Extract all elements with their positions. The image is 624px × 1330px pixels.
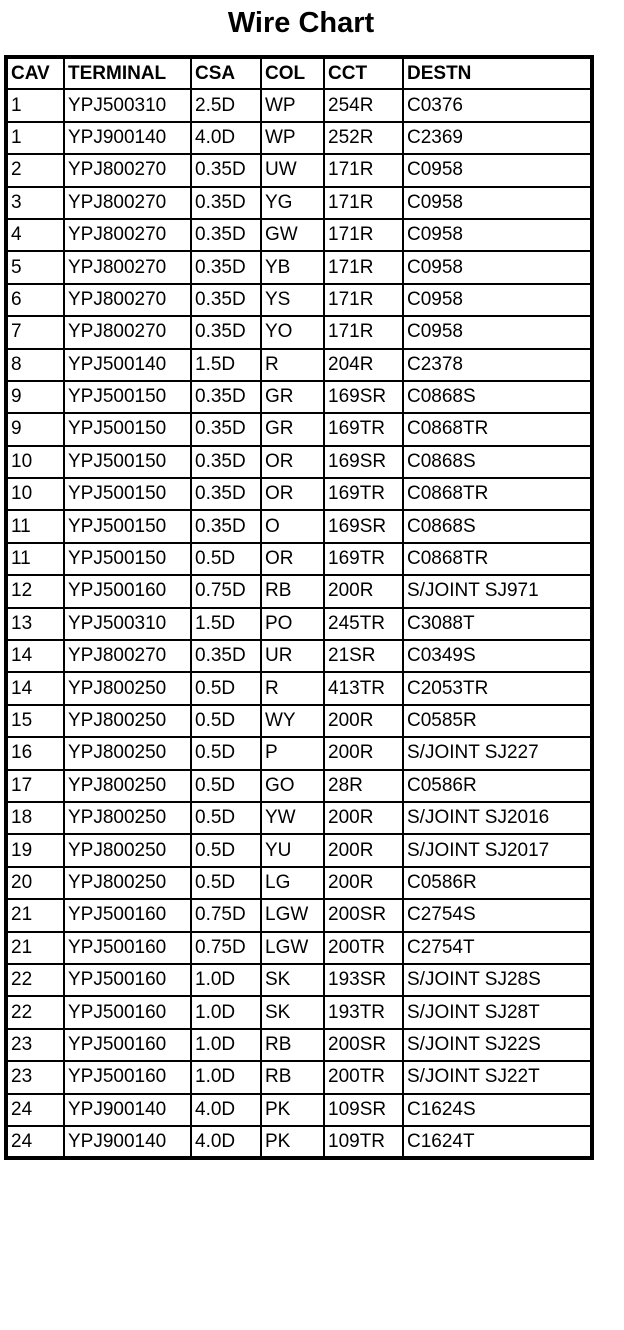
table-row xyxy=(6,899,592,931)
cell-col: OR xyxy=(261,446,324,478)
cell-cav: 11 xyxy=(6,543,64,575)
cell-destn: C0585R xyxy=(403,705,592,737)
table-row xyxy=(6,122,592,154)
table-row xyxy=(6,381,592,413)
cell-destn: C2369 xyxy=(403,122,592,154)
cell-cav: 12 xyxy=(6,575,64,607)
table-row xyxy=(6,608,592,640)
cell-destn: C0868S xyxy=(403,446,592,478)
cell-terminal: YPJ500160 xyxy=(64,932,191,964)
column-header-terminal: TERMINAL xyxy=(64,57,191,89)
cell-cct: 169TR xyxy=(324,543,403,575)
cell-cav: 3 xyxy=(6,187,64,219)
cell-cct: 413TR xyxy=(324,672,403,704)
cell-csa: 1.0D xyxy=(191,964,261,996)
cell-terminal: YPJ900140 xyxy=(64,1126,191,1158)
table-row xyxy=(6,543,592,575)
cell-terminal: YPJ500160 xyxy=(64,1029,191,1061)
cell-csa: 1.0D xyxy=(191,996,261,1028)
table-row xyxy=(6,316,592,348)
cell-terminal: YPJ500150 xyxy=(64,446,191,478)
cell-terminal: YPJ500140 xyxy=(64,349,191,381)
cell-cav: 15 xyxy=(6,705,64,737)
cell-cav: 4 xyxy=(6,219,64,251)
table-row xyxy=(6,705,592,737)
cell-cct: 200R xyxy=(324,867,403,899)
table-body xyxy=(6,89,592,1158)
cell-col: O xyxy=(261,510,324,542)
cell-cav: 1 xyxy=(6,122,64,154)
cell-destn: C3088T xyxy=(403,608,592,640)
cell-terminal: YPJ800270 xyxy=(64,640,191,672)
cell-destn: C2754T xyxy=(403,932,592,964)
cell-destn: C0958 xyxy=(403,187,592,219)
cell-col: OR xyxy=(261,478,324,510)
cell-destn: S/JOINT SJ28S xyxy=(403,964,592,996)
cell-cct: 28R xyxy=(324,770,403,802)
cell-terminal: YPJ500150 xyxy=(64,478,191,510)
cell-terminal: YPJ800250 xyxy=(64,737,191,769)
cell-cav: 22 xyxy=(6,996,64,1028)
table-row xyxy=(6,834,592,866)
cell-col: LG xyxy=(261,867,324,899)
cell-destn: C0958 xyxy=(403,316,592,348)
table-row xyxy=(6,1094,592,1126)
table-row xyxy=(6,510,592,542)
cell-col: WY xyxy=(261,705,324,737)
cell-terminal: YPJ900140 xyxy=(64,1094,191,1126)
cell-destn: C0868S xyxy=(403,510,592,542)
table-row xyxy=(6,770,592,802)
cell-cct: 169SR xyxy=(324,510,403,542)
cell-cct: 171R xyxy=(324,251,403,283)
cell-terminal: YPJ800250 xyxy=(64,672,191,704)
cell-col: WP xyxy=(261,89,324,121)
table-row xyxy=(6,802,592,834)
table-row xyxy=(6,251,592,283)
cell-cct: 200R xyxy=(324,834,403,866)
cell-col: RB xyxy=(261,1029,324,1061)
cell-col: YO xyxy=(261,316,324,348)
cell-terminal: YPJ500150 xyxy=(64,543,191,575)
cell-cav: 6 xyxy=(6,284,64,316)
cell-terminal: YPJ800270 xyxy=(64,154,191,186)
table-row xyxy=(6,932,592,964)
cell-col: GR xyxy=(261,381,324,413)
cell-destn: C0586R xyxy=(403,867,592,899)
cell-csa: 0.5D xyxy=(191,705,261,737)
cell-terminal: YPJ500160 xyxy=(64,575,191,607)
table-row xyxy=(6,1061,592,1093)
cell-col: YG xyxy=(261,187,324,219)
column-header-col: COL xyxy=(261,57,324,89)
table-row xyxy=(6,446,592,478)
cell-col: OR xyxy=(261,543,324,575)
cell-cav: 24 xyxy=(6,1126,64,1158)
cell-cct: 200R xyxy=(324,737,403,769)
cell-cct: 171R xyxy=(324,187,403,219)
cell-csa: 1.0D xyxy=(191,1029,261,1061)
cell-cct: 169SR xyxy=(324,446,403,478)
cell-csa: 0.5D xyxy=(191,867,261,899)
cell-destn: C0868S xyxy=(403,381,592,413)
wire-chart-table xyxy=(4,55,594,1160)
cell-cav: 24 xyxy=(6,1094,64,1126)
cell-cav: 9 xyxy=(6,413,64,445)
cell-cct: 200R xyxy=(324,575,403,607)
cell-col: YB xyxy=(261,251,324,283)
cell-csa: 1.0D xyxy=(191,1061,261,1093)
cell-destn: C0958 xyxy=(403,284,592,316)
cell-cav: 1 xyxy=(6,89,64,121)
cell-cav: 11 xyxy=(6,510,64,542)
cell-cav: 18 xyxy=(6,802,64,834)
cell-col: R xyxy=(261,349,324,381)
cell-cav: 9 xyxy=(6,381,64,413)
cell-cct: 171R xyxy=(324,316,403,348)
cell-cct: 109TR xyxy=(324,1126,403,1158)
cell-cav: 17 xyxy=(6,770,64,802)
cell-cav: 23 xyxy=(6,1061,64,1093)
table-row xyxy=(6,187,592,219)
cell-csa: 4.0D xyxy=(191,1094,261,1126)
cell-terminal: YPJ500150 xyxy=(64,381,191,413)
table-row xyxy=(6,89,592,121)
cell-col: GW xyxy=(261,219,324,251)
table-row xyxy=(6,575,592,607)
cell-csa: 1.5D xyxy=(191,608,261,640)
cell-csa: 0.5D xyxy=(191,672,261,704)
cell-destn: C0349S xyxy=(403,640,592,672)
cell-cav: 23 xyxy=(6,1029,64,1061)
cell-csa: 0.75D xyxy=(191,899,261,931)
cell-destn: C0868TR xyxy=(403,413,592,445)
cell-col: UR xyxy=(261,640,324,672)
cell-cct: 171R xyxy=(324,154,403,186)
cell-col: LGW xyxy=(261,899,324,931)
cell-csa: 0.35D xyxy=(191,187,261,219)
cell-cav: 2 xyxy=(6,154,64,186)
cell-col: RB xyxy=(261,575,324,607)
cell-terminal: YPJ800250 xyxy=(64,802,191,834)
cell-destn: S/JOINT SJ2017 xyxy=(403,834,592,866)
cell-col: PK xyxy=(261,1126,324,1158)
table-row xyxy=(6,672,592,704)
table-row xyxy=(6,349,592,381)
cell-terminal: YPJ800250 xyxy=(64,770,191,802)
cell-cct: 200TR xyxy=(324,1061,403,1093)
cell-terminal: YPJ800250 xyxy=(64,867,191,899)
column-header-cav: CAV xyxy=(6,57,64,89)
cell-csa: 0.35D xyxy=(191,413,261,445)
cell-cct: 200R xyxy=(324,705,403,737)
table-row xyxy=(6,413,592,445)
cell-destn: C0958 xyxy=(403,251,592,283)
table-row xyxy=(6,1029,592,1061)
table-row xyxy=(6,640,592,672)
cell-terminal: YPJ500310 xyxy=(64,608,191,640)
cell-destn: S/JOINT SJ22T xyxy=(403,1061,592,1093)
cell-terminal: YPJ500160 xyxy=(64,1061,191,1093)
cell-csa: 0.5D xyxy=(191,834,261,866)
cell-terminal: YPJ800270 xyxy=(64,219,191,251)
cell-terminal: YPJ500150 xyxy=(64,510,191,542)
cell-destn: C1624S xyxy=(403,1094,592,1126)
cell-terminal: YPJ900140 xyxy=(64,122,191,154)
cell-cav: 5 xyxy=(6,251,64,283)
cell-destn: C1624T xyxy=(403,1126,592,1158)
cell-col: UW xyxy=(261,154,324,186)
cell-cav: 8 xyxy=(6,349,64,381)
cell-csa: 0.35D xyxy=(191,219,261,251)
cell-terminal: YPJ500160 xyxy=(64,996,191,1028)
cell-cav: 22 xyxy=(6,964,64,996)
column-header-destn: DESTN xyxy=(403,57,592,89)
table-row xyxy=(6,478,592,510)
cell-destn: S/JOINT SJ227 xyxy=(403,737,592,769)
cell-destn: C0958 xyxy=(403,154,592,186)
cell-cct: 169TR xyxy=(324,413,403,445)
cell-destn: C2378 xyxy=(403,349,592,381)
cell-terminal: YPJ800250 xyxy=(64,705,191,737)
cell-cav: 13 xyxy=(6,608,64,640)
cell-cav: 21 xyxy=(6,899,64,931)
cell-cct: 200SR xyxy=(324,1029,403,1061)
cell-col: WP xyxy=(261,122,324,154)
cell-cav: 20 xyxy=(6,867,64,899)
column-header-csa: CSA xyxy=(191,57,261,89)
cell-col: YU xyxy=(261,834,324,866)
cell-cct: 169SR xyxy=(324,381,403,413)
cell-destn: C0958 xyxy=(403,219,592,251)
column-header-cct: CCT xyxy=(324,57,403,89)
table-row xyxy=(6,964,592,996)
cell-cct: 193SR xyxy=(324,964,403,996)
cell-col: PK xyxy=(261,1094,324,1126)
cell-csa: 0.5D xyxy=(191,737,261,769)
cell-csa: 0.35D xyxy=(191,154,261,186)
cell-destn: S/JOINT SJ28T xyxy=(403,996,592,1028)
cell-cct: 193TR xyxy=(324,996,403,1028)
table-row xyxy=(6,1126,592,1158)
cell-col: SK xyxy=(261,964,324,996)
cell-destn: C0376 xyxy=(403,89,592,121)
cell-cct: 200R xyxy=(324,802,403,834)
cell-col: PO xyxy=(261,608,324,640)
cell-col: R xyxy=(261,672,324,704)
cell-cav: 14 xyxy=(6,672,64,704)
cell-cct: 171R xyxy=(324,284,403,316)
table-row xyxy=(6,154,592,186)
cell-destn: C0868TR xyxy=(403,478,592,510)
cell-col: GO xyxy=(261,770,324,802)
cell-cct: 200TR xyxy=(324,932,403,964)
cell-destn: C0868TR xyxy=(403,543,592,575)
cell-csa: 4.0D xyxy=(191,1126,261,1158)
table-row xyxy=(6,284,592,316)
cell-cav: 7 xyxy=(6,316,64,348)
cell-csa: 0.75D xyxy=(191,932,261,964)
cell-col: SK xyxy=(261,996,324,1028)
cell-cav: 10 xyxy=(6,446,64,478)
table-row xyxy=(6,219,592,251)
cell-destn: S/JOINT SJ2016 xyxy=(403,802,592,834)
cell-csa: 0.35D xyxy=(191,316,261,348)
table-header-row xyxy=(6,57,592,89)
cell-csa: 1.5D xyxy=(191,349,261,381)
cell-csa: 0.35D xyxy=(191,478,261,510)
cell-terminal: YPJ500160 xyxy=(64,964,191,996)
cell-cav: 16 xyxy=(6,737,64,769)
cell-csa: 0.75D xyxy=(191,575,261,607)
table-row xyxy=(6,737,592,769)
cell-destn: C2754S xyxy=(403,899,592,931)
cell-csa: 0.35D xyxy=(191,381,261,413)
cell-terminal: YPJ800270 xyxy=(64,284,191,316)
cell-cav: 10 xyxy=(6,478,64,510)
cell-cct: 109SR xyxy=(324,1094,403,1126)
cell-csa: 0.35D xyxy=(191,446,261,478)
table-row xyxy=(6,867,592,899)
cell-destn: S/JOINT SJ22S xyxy=(403,1029,592,1061)
cell-csa: 0.5D xyxy=(191,770,261,802)
cell-cav: 14 xyxy=(6,640,64,672)
cell-cct: 171R xyxy=(324,219,403,251)
cell-csa: 4.0D xyxy=(191,122,261,154)
cell-terminal: YPJ800270 xyxy=(64,187,191,219)
cell-cct: 21SR xyxy=(324,640,403,672)
cell-terminal: YPJ800270 xyxy=(64,316,191,348)
cell-cct: 245TR xyxy=(324,608,403,640)
cell-csa: 0.35D xyxy=(191,284,261,316)
cell-terminal: YPJ800250 xyxy=(64,834,191,866)
cell-destn: C0586R xyxy=(403,770,592,802)
cell-csa: 2.5D xyxy=(191,89,261,121)
cell-csa: 0.35D xyxy=(191,640,261,672)
cell-csa: 0.5D xyxy=(191,543,261,575)
cell-col: LGW xyxy=(261,932,324,964)
cell-csa: 0.5D xyxy=(191,802,261,834)
cell-destn: C2053TR xyxy=(403,672,592,704)
table-row xyxy=(6,996,592,1028)
cell-cct: 252R xyxy=(324,122,403,154)
cell-terminal: YPJ500310 xyxy=(64,89,191,121)
page-title: Wire Chart xyxy=(227,7,375,39)
cell-cct: 204R xyxy=(324,349,403,381)
cell-col: RB xyxy=(261,1061,324,1093)
cell-col: GR xyxy=(261,413,324,445)
cell-cct: 200SR xyxy=(324,899,403,931)
cell-destn: S/JOINT SJ971 xyxy=(403,575,592,607)
cell-col: YW xyxy=(261,802,324,834)
cell-terminal: YPJ500150 xyxy=(64,413,191,445)
cell-cav: 21 xyxy=(6,932,64,964)
cell-cct: 169TR xyxy=(324,478,403,510)
cell-cav: 19 xyxy=(6,834,64,866)
cell-csa: 0.35D xyxy=(191,251,261,283)
cell-csa: 0.35D xyxy=(191,510,261,542)
cell-col: P xyxy=(261,737,324,769)
cell-col: YS xyxy=(261,284,324,316)
cell-terminal: YPJ800270 xyxy=(64,251,191,283)
cell-terminal: YPJ500160 xyxy=(64,899,191,931)
cell-cct: 254R xyxy=(324,89,403,121)
